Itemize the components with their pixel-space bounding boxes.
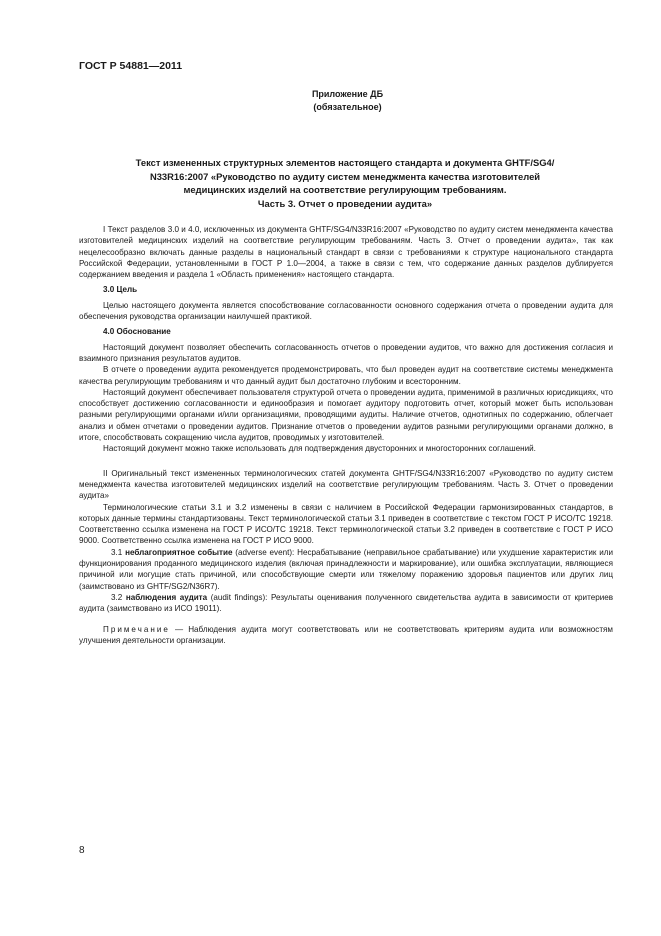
document-body	[79, 224, 613, 646]
intro-paragraph: I Текст разделов 3.0 и 4.0, исключенных из документа GHTF/SG4/N33R16:2007 «Руководство по аудиту систем менеджмента качества изготовителей медицинских изделий на соответствие регулирующим требованиям. Часть 3. Отчет о проведении аудита», так как нецелесообразно включать данные разделы в национальный стандарт в связи с требованиями к структуре национального стандарта Российской Федерации, установленными в ГОСТ Р 1.0—2004, а также в связи с тем, что содержание данных разделов дублируется содержанием введения и раздела 1 «Область применения» настоящего стандарта.	[79, 225, 613, 280]
title-line: медицинских изделий на соответствие регулирующим требованиям.	[183, 184, 507, 196]
term-definition: (adverse event): Несрабатывание (неправильное срабатывание) или ухудшение характеристик или функционирования проданного медицинского изделия (включая принадлежности и маркирование), или ошибка эксплуатации, являющиеся причиной или могущие стать причиной, или способствующие смерти или тяжелому поражению здоровья пациентов или других лиц (заимствовано из GHTF/SG2/N36R7).	[79, 547, 614, 591]
appendix-title	[80, 156, 610, 210]
section-heading-4-0: 4.0 Обоснование	[103, 327, 171, 337]
appendix-status: (обязательное)	[313, 102, 382, 112]
term-number: 3.1	[111, 547, 123, 557]
section-4-0-paragraph: Настоящий документ позволяет обеспечить согласованность отчетов о проведении аудитов, что важно для достижения согласия и взаимного признания результатов аудитов.	[79, 342, 613, 363]
title-line: Текст измененных структурных элементов настоящего стандарта и документа GHTF/SG4/	[135, 157, 555, 168]
note	[79, 624, 613, 647]
section-3-0-text: Целью настоящего документа является способствование согласованности основного содержания отчета о проведении аудита для обеспечения руководства организации наилучшей практикой.	[79, 300, 613, 322]
title-line: Часть 3. Отчет о проведении аудита»	[257, 197, 433, 209]
page-number: 8	[79, 845, 85, 856]
term-definition: (audit findings): Результаты оценивания полученного свидетельства аудита в зависимости от критериев аудита (заимствовано из ИСО 19011).	[79, 592, 614, 614]
term-name: наблюдения аудита	[125, 592, 208, 602]
part-2-intro: II Оригинальный текст измененных терминологических статей документа GHTF/SG4/N33R16:2007 «Руководство по аудиту систем менеджмента качества изготовителей медицинских изделий на соответствие регулирующим требованиям. Часть 3. Отчет о проведении аудита»	[79, 468, 613, 501]
section-heading-3-0: 3.0 Цель	[103, 285, 138, 295]
section-4-0-paragraph: Настоящий документ обеспечивает пользователя структурой отчета о проведении аудита, применимой в различных юрисдикциях, что способствует достижению согласованности и единообразия и помогает аудитору подготовить отчет, который может быть использован разными регулирующими органами и/или организациями, проводящими аудиты. Наличие отчетов, однотипных по содержанию, облегчает анализ и обмен отчетами о проведении аудитов. Признание отчетов о проведении аудитов разными регулирующими органами должно, в итоге, способствовать сокращению числа аудитов, проводимых у изготовителей.	[79, 387, 613, 443]
note-text: — Наблюдения аудита могут соответствовать или не соответствовать критериям аудита или возможностям улучшения деятельности организации.	[79, 624, 613, 645]
standard-code: ГОСТ Р 54881—2011	[79, 60, 183, 72]
term-entry-3-2	[79, 592, 613, 615]
appendix-label: Приложение ДБ	[311, 89, 384, 99]
part-2-explanation: Терминологические статьи 3.1 и 3.2 изменены в связи с наличием в Российской Федерации гармонизированных стандартов, в которых данные термины стандартизованы. Текст терминологической статьи 3.1 приведен в соответствие с текстом ГОСТ Р ИСО/ТС 19218. Соответственно ссылка изменена на ГОСТ Р ИСО/ТС 19218. Текст терминологической статьи 3.2 приведен в соответствие с ГОСТ Р ИСО 9000. Соответственно ссылка изменена на ГОСТ Р ИСО 9000.	[79, 502, 613, 546]
section-4-0-paragraph: Настоящий документ можно также использовать для подтверждения двусторонних и многосторонних соглашений.	[103, 444, 536, 454]
appendix-heading	[0, 88, 661, 114]
term-number: 3.2	[111, 592, 123, 602]
note-label: Примечание	[103, 624, 170, 634]
title-line: N33R16:2007 «Руководство по аудиту систем менеджмента качества изготовителей	[149, 170, 541, 182]
section-4-0-paragraph: В отчете о проведении аудита рекомендуется продемонстрировать, что был проведен аудит на соответствие системы менеджмента качества регулирующим требованиям и что данный аудит был достаточно глубоким и всесторонним.	[79, 365, 613, 386]
term-entry-3-1	[79, 547, 613, 592]
term-name: неблагоприятное событие	[125, 547, 233, 557]
